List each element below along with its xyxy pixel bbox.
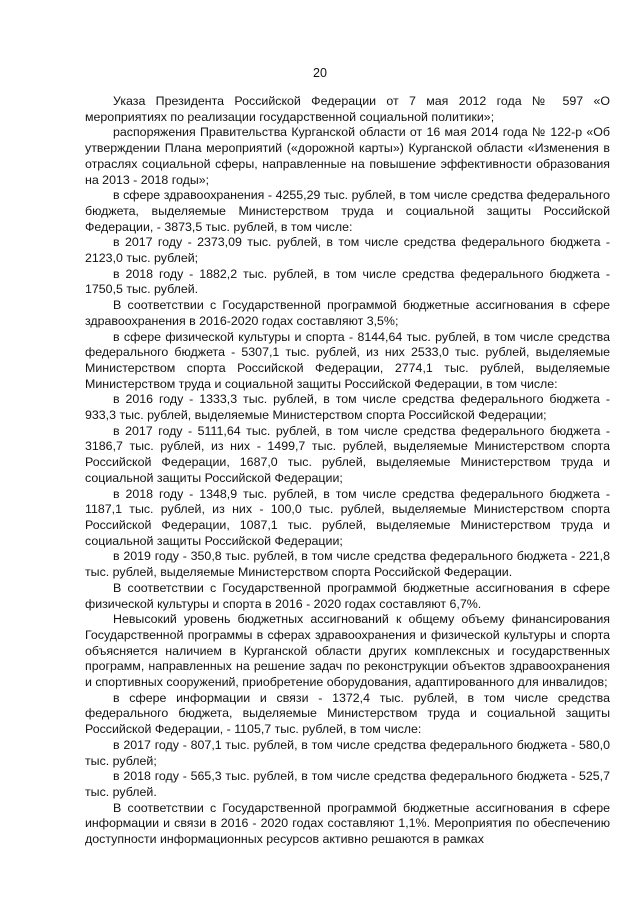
paragraph: в 2018 году - 565,3 тыс. рублей, в том числе средства федерального бюджета - 525,7 тыс. рублей. (85, 769, 610, 799)
paragraph: Невысокий уровень бюджетных ассигнований к общему объему финансирования Государственной программы в сферах здравоохранения и физической культуры и спорта объясняется наличием в Курганской области других комплексных и государственных программ, направленных на решение задач по реконструкции объектов здравоохранения и спортивных сооружений, приобретение оборудования, адаптированного для инвалидов; (85, 612, 610, 690)
paragraph: В соответствии с Государственной программой бюджетные ассигнования в сфере здравоохранения в 2016-2020 годах составляют 3,5%; (85, 298, 610, 328)
paragraph: в сфере здравоохранения - 4255,29 тыс. рублей, в том числе средства федерального бюджета, выделяемые Министерством труда и социальной защиты Российской Федерации, - 3873,5 тыс. рублей, в том числе: (85, 188, 610, 234)
paragraph: в сфере физической культуры и спорта - 8144,64 тыс. рублей, в том числе средства федерального бюджета - 5307,1 тыс. рублей, из них 2533,0 тыс. рублей, выделяемые Министерством спорта Российской Федерации, 2774,1 тыс. рублей, выделяемые Министерством труда и социальной защиты Российской Федерации, в том числе: (85, 329, 610, 391)
paragraph: в 2018 году - 1882,2 тыс. рублей, в том числе средства федерального бюджета - 1750,5 тыс. рублей. (85, 266, 610, 297)
paragraph: в 2018 году - 1348,9 тыс. рублей, в том числе средства федерального бюджета - 1187,1 тыс. рублей, из них - 100,0 тыс. рублей, выделяемые Министерством спорта Российской Федерации, 1087,1 тыс. рублей, выделяемые Министерством труда и социальной защиты Российской Федерации; (85, 486, 610, 548)
paragraph: в 2017 году - 807,1 тыс. рублей, в том числе средства федерального бюджета - 580,0 тыс. рублей; (85, 737, 610, 768)
paragraph: в 2017 году - 2373,09 тыс. рублей, в том числе средства федерального бюджета - 2123,0 тыс. рублей; (85, 235, 610, 266)
paragraph: в 2016 году - 1333,3 тыс. рублей, в том числе средства федерального бюджета - 933,3 тыс. рублей, выделяемые Министерством спорта Российской Федерации; (85, 392, 610, 423)
document-body (85, 94, 610, 848)
paragraph: В соответствии с Государственной программой бюджетные ассигнования в сфере физической культуры и спорта в 2016 - 2020 годах составляют 6,7%. (85, 580, 610, 611)
paragraph: распоряжения Правительства Курганской области от 16 мая 2014 года № 122-р «Об утверждении Плана мероприятий («дорожной карты») Курганской области «Изменения в отраслях социальной сферы, направленные на повышение эффективности образования на 2013 - 2018 годы»; (85, 125, 610, 187)
page-number: 20 (313, 66, 327, 80)
paragraph: в 2017 году - 5111,64 тыс. рублей, в том числе средства федерального бюджета - 3186,7 тыс. рублей, из них - 1499,7 тыс. рублей, выделяемые Министерством спорта Российской Федерации, 1687,0 тыс. рублей, выделяемые Министерством труда и социальной защиты Российской Федерации; (85, 423, 610, 485)
paragraph: в сфере информации и связи - 1372,4 тыс. рублей, в том числе средства федерального бюджета, выделяемые Министерством труда и социальной защиты Российской Федерации, - 1105,7 тыс. рублей, в том числе: (85, 690, 610, 737)
paragraph: В соответствии с Государственной программой бюджетные ассигнования в сфере информации и связи в 2016 - 2020 годах составляют 1,1%. Мероприятия по обеспечению доступности информационных ресурсов активно решаются в рамках (85, 800, 610, 847)
paragraph: Указа Президента Российской Федерации от 7 мая 2012 года № 597 «О мероприятиях по реализации государственной социальной политики»; (85, 94, 610, 124)
paragraph: в 2019 году - 350,8 тыс. рублей, в том числе средства федерального бюджета - 221,8 тыс. рублей, выделяемые Министерством спорта Российской Федерации. (85, 549, 610, 580)
